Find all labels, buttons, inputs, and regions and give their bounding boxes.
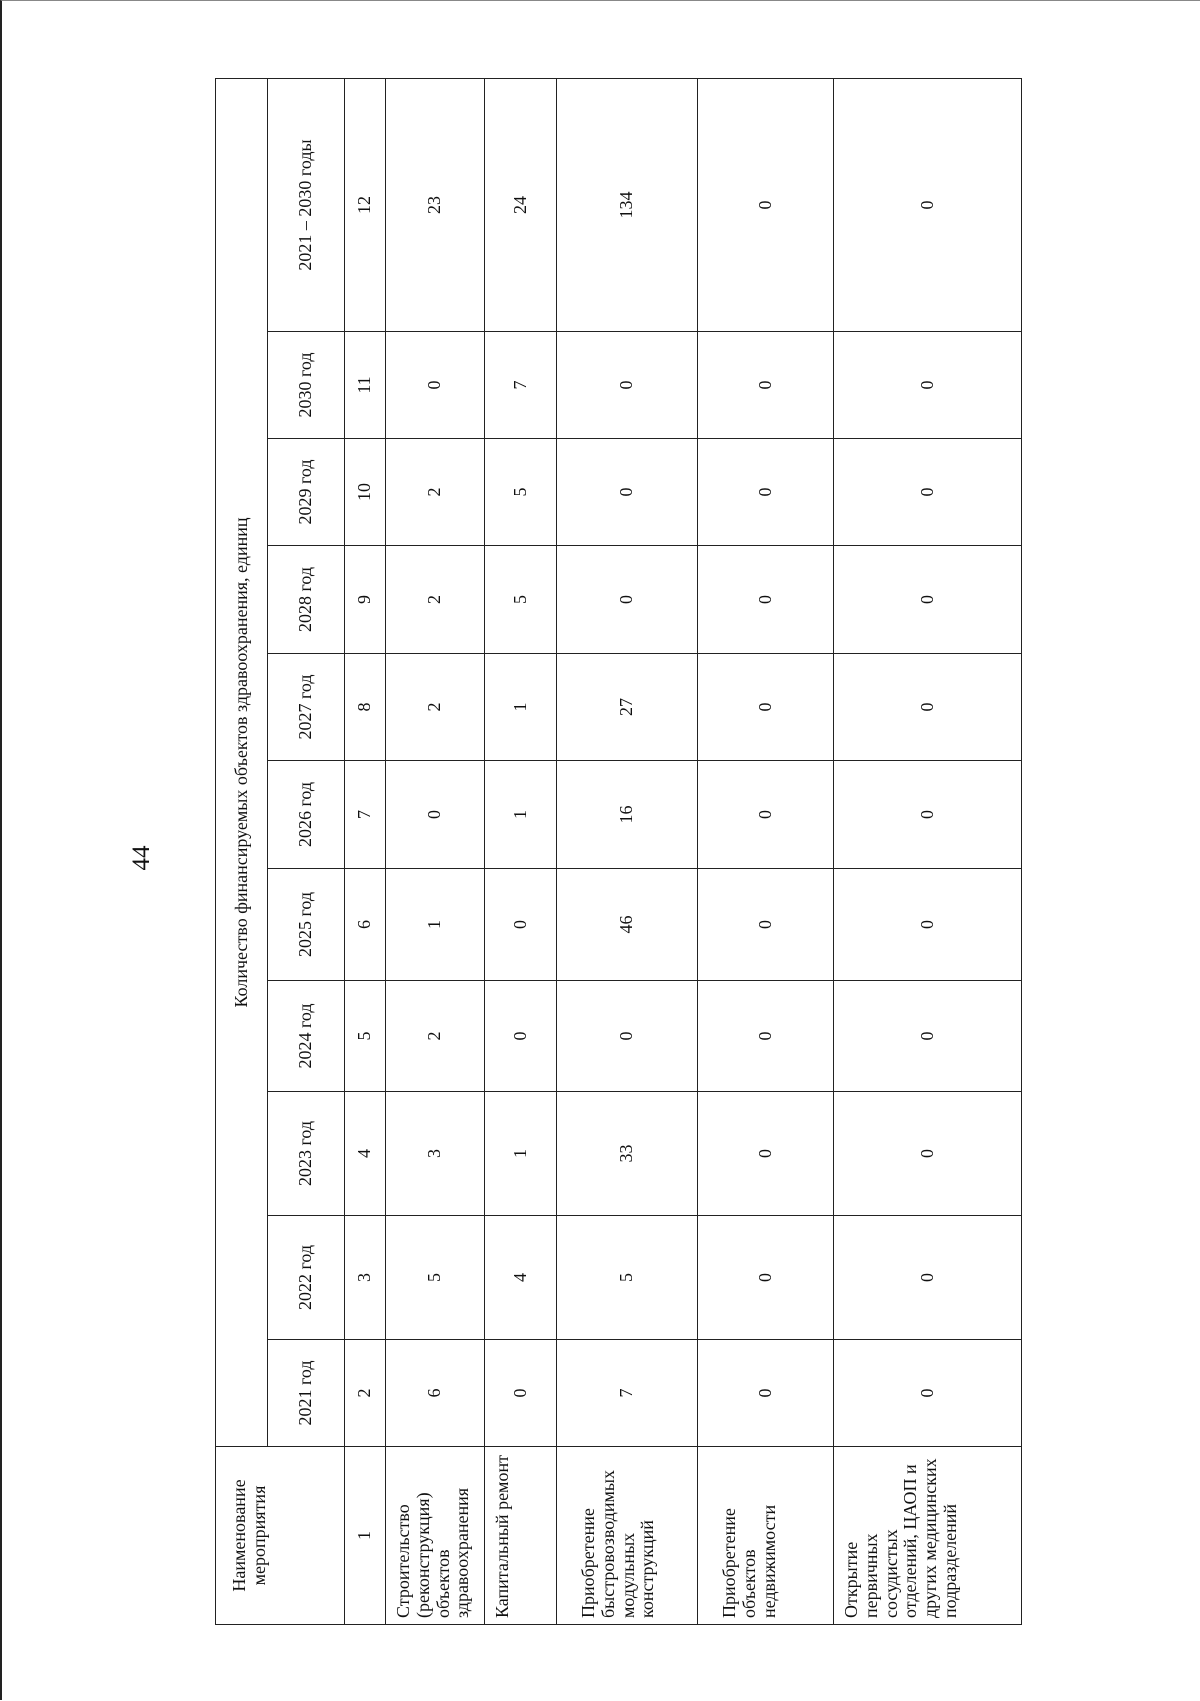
page-number: 44	[128, 845, 155, 871]
value-cell: 0	[698, 439, 834, 546]
value-cell: 33	[557, 1092, 698, 1216]
group-header: Количество финансируемых объектов здравоохранения, единиц	[216, 78, 268, 1446]
value-cell: 2	[386, 546, 485, 654]
header-row-years	[268, 78, 345, 1624]
total-cell: 134	[557, 78, 698, 331]
value-cell: 0	[698, 654, 834, 761]
value-cell: 0	[557, 546, 698, 654]
table-row	[557, 78, 698, 1624]
row-name: Открытие первичных сосудистых отделений, ЦАОП и других медицинских подразделений	[834, 1447, 1022, 1625]
table-row	[485, 78, 557, 1624]
row-name: Приобретение объектов недвижимости	[698, 1447, 834, 1625]
value-cell: 5	[386, 1216, 485, 1340]
value-cell: 0	[834, 654, 1022, 761]
year-header: 2024 год	[268, 981, 345, 1092]
value-cell: 5	[557, 1216, 698, 1340]
value-cell: 2	[386, 981, 485, 1092]
value-cell: 0	[698, 1092, 834, 1216]
year-header: 2023 год	[268, 1092, 345, 1216]
value-cell: 7	[557, 1340, 698, 1447]
value-cell: 0	[386, 761, 485, 869]
year-header: 2029 год	[268, 439, 345, 546]
value-cell: 0	[698, 1340, 834, 1447]
column-number: 2	[345, 1340, 386, 1447]
value-cell: 1	[485, 654, 557, 761]
table-row	[386, 78, 485, 1624]
total-cell: 23	[386, 78, 485, 331]
value-cell: 5	[485, 439, 557, 546]
table-row	[698, 78, 834, 1624]
column-number: 11	[345, 332, 386, 439]
value-cell: 0	[698, 332, 834, 439]
value-cell: 0	[834, 332, 1022, 439]
value-cell: 0	[698, 869, 834, 981]
column-number: 7	[345, 761, 386, 869]
value-cell: 0	[834, 439, 1022, 546]
value-cell: 0	[834, 981, 1022, 1092]
row-name: Строительство (реконструкция) объектов здравоохранения	[386, 1447, 485, 1625]
value-cell: 3	[386, 1092, 485, 1216]
year-header: 2022 год	[268, 1216, 345, 1340]
value-cell: 2	[386, 654, 485, 761]
year-header: 2027 год	[268, 654, 345, 761]
column-number: 10	[345, 439, 386, 546]
total-cell: 24	[485, 78, 557, 331]
value-cell: 1	[386, 869, 485, 981]
value-cell: 0	[485, 1340, 557, 1447]
column-number: 4	[345, 1092, 386, 1216]
header-row-group	[216, 78, 268, 1624]
row-name: Капитальный ремонт	[485, 1447, 557, 1625]
column-number: 1	[345, 1447, 386, 1625]
year-header: 2021 год	[268, 1340, 345, 1447]
value-cell: 0	[485, 981, 557, 1092]
value-cell: 0	[834, 1340, 1022, 1447]
column-number: 3	[345, 1216, 386, 1340]
value-cell: 0	[386, 332, 485, 439]
total-header: 2021 – 2030 годы	[268, 78, 345, 331]
value-cell: 0	[834, 1092, 1022, 1216]
value-cell: 4	[485, 1216, 557, 1340]
row-name: Приобретение быстровозводимых модульных конструкций	[557, 1447, 698, 1625]
value-cell: 0	[698, 981, 834, 1092]
year-header: 2030 год	[268, 332, 345, 439]
value-cell: 7	[485, 332, 557, 439]
value-cell: 0	[834, 869, 1022, 981]
value-cell: 5	[485, 546, 557, 654]
name-column-header: Наименование мероприятия	[216, 1447, 345, 1625]
value-cell: 0	[698, 546, 834, 654]
year-header: 2026 год	[268, 761, 345, 869]
year-header: 2028 год	[268, 546, 345, 654]
value-cell: 0	[834, 761, 1022, 869]
value-cell: 27	[557, 654, 698, 761]
value-cell: 16	[557, 761, 698, 869]
value-cell: 0	[834, 1216, 1022, 1340]
column-number: 6	[345, 869, 386, 981]
rotated-table-wrapper	[215, 89, 960, 1625]
total-cell: 0	[834, 78, 1022, 331]
value-cell: 1	[485, 1092, 557, 1216]
total-cell: 0	[698, 78, 834, 331]
column-number: 12	[345, 78, 386, 331]
value-cell: 0	[698, 761, 834, 869]
column-number: 8	[345, 654, 386, 761]
value-cell: 2	[386, 439, 485, 546]
value-cell: 0	[557, 332, 698, 439]
value-cell: 6	[386, 1340, 485, 1447]
financing-table	[215, 78, 1022, 1625]
value-cell: 0	[698, 1216, 834, 1340]
column-number: 9	[345, 546, 386, 654]
value-cell: 1	[485, 761, 557, 869]
value-cell: 46	[557, 869, 698, 981]
year-header: 2025 год	[268, 869, 345, 981]
value-cell: 0	[557, 981, 698, 1092]
column-number: 5	[345, 981, 386, 1092]
value-cell: 0	[485, 869, 557, 981]
table-row	[834, 78, 1022, 1624]
column-number-row	[345, 78, 386, 1624]
value-cell: 0	[557, 439, 698, 546]
value-cell: 0	[834, 546, 1022, 654]
